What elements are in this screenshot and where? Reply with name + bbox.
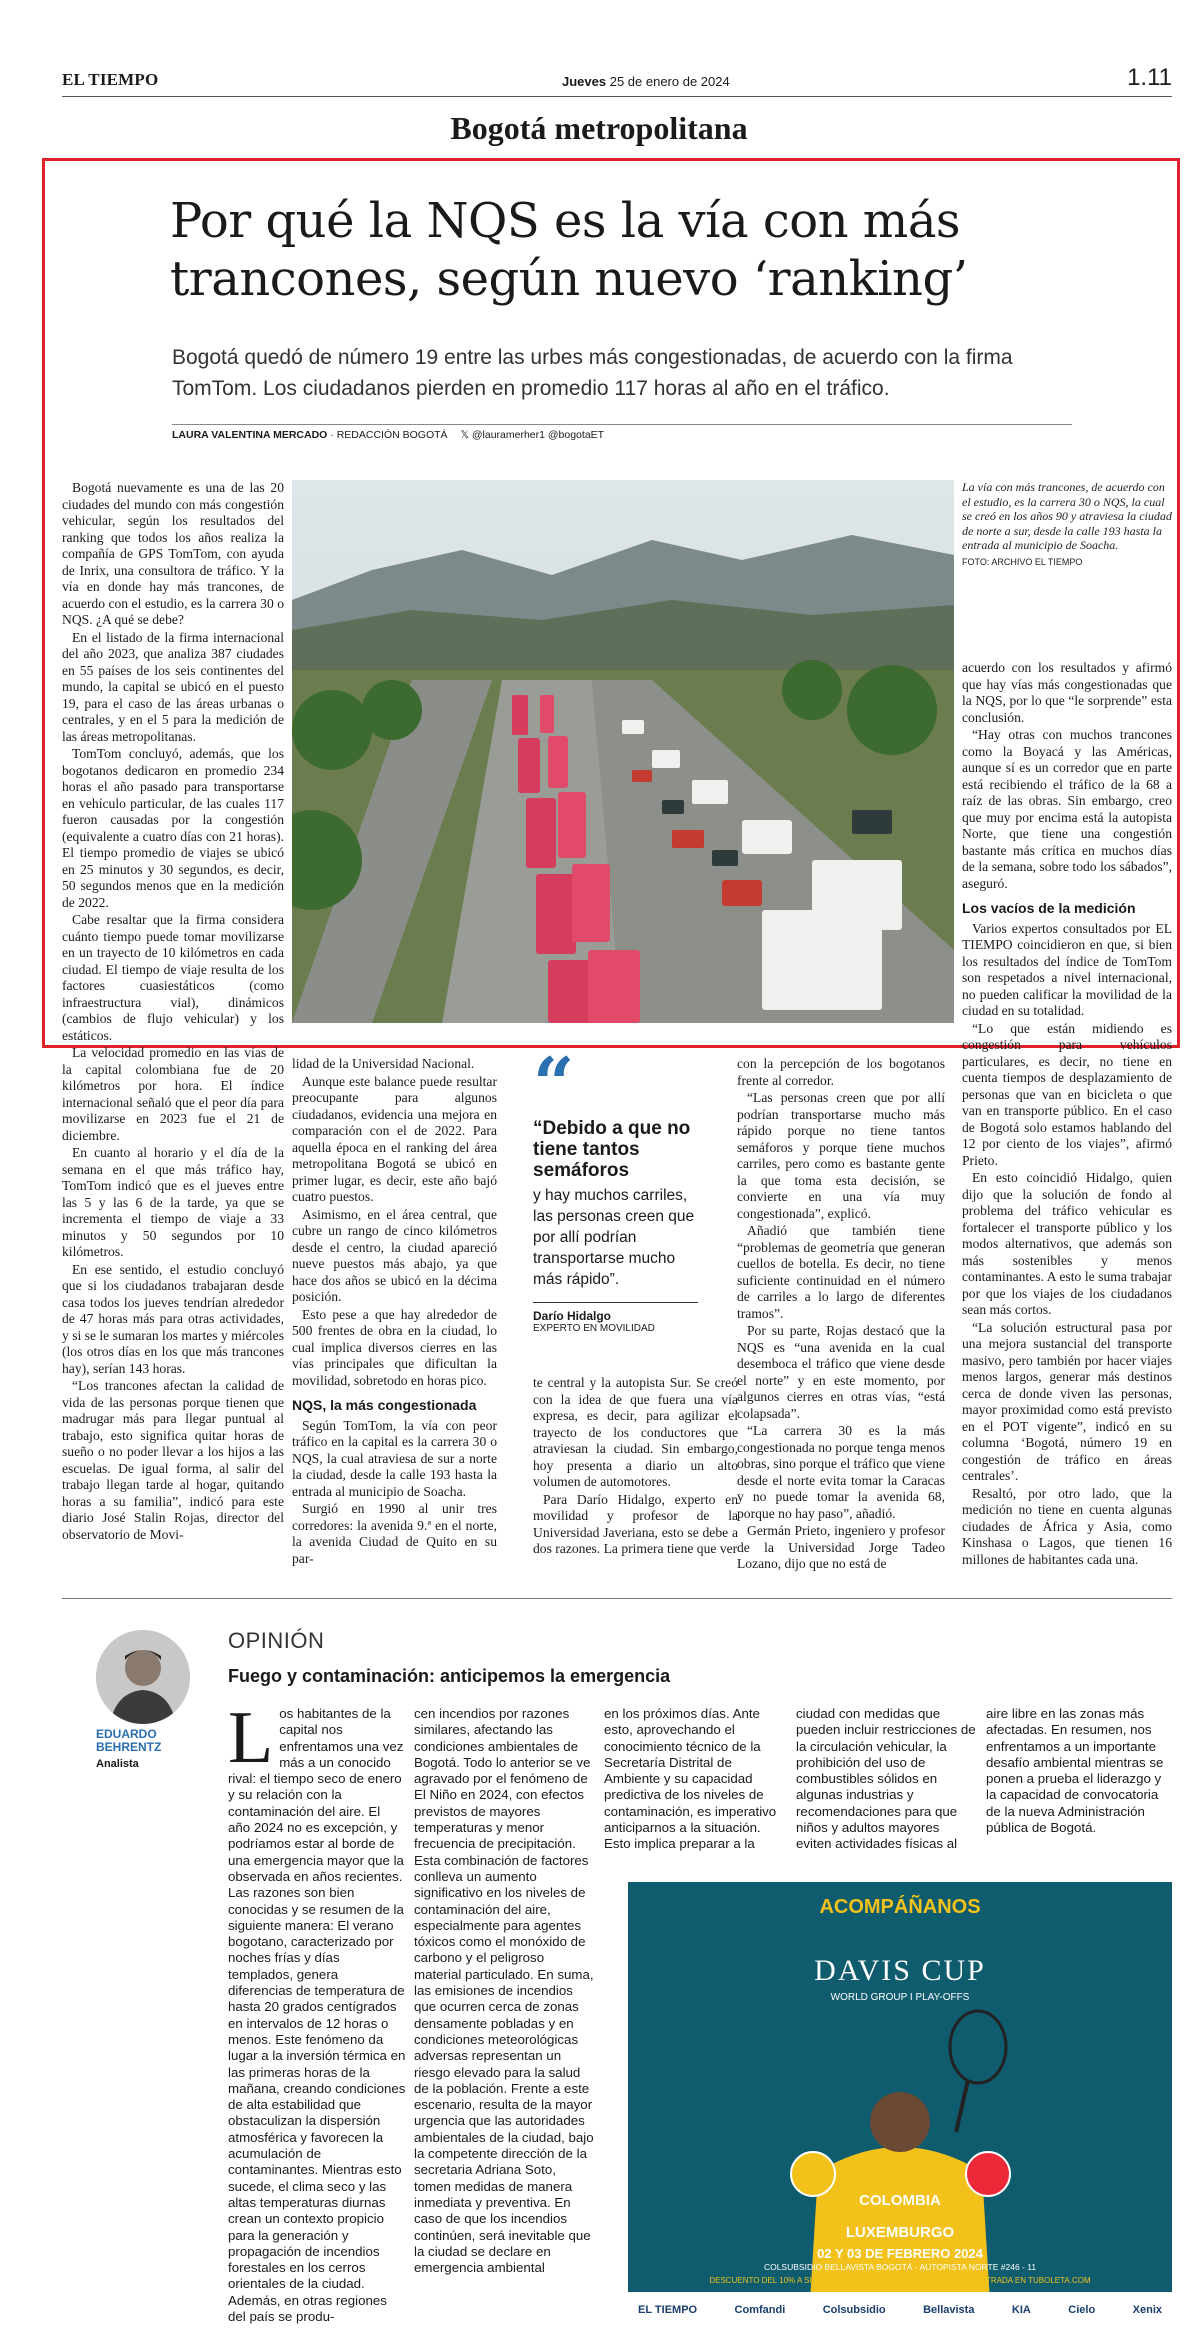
paragraph: Bogotá nuevamente es una de las 20 ciudades del mundo con más congestión vehicular, según los resultados del ranking que todos los años realiza la compañía de GPS TomTom, con ayuda de Inrix, una consultora de tráfico. Y la vía en donde hay más trancones, de acuerdo con el estudio, es la carrera 30 o NQS. ¿A qué se debe? bbox=[62, 480, 284, 627]
quote-mark-icon: “ bbox=[533, 1041, 575, 1126]
article-column-4 bbox=[737, 1056, 945, 1574]
paragraph: lidad de la Universidad Nacional. bbox=[292, 1056, 475, 1071]
paragraph: TomTom concluyó, además, que los bogotanos dedicaron en promedio 234 horas el año pasado para transportarse en vehículo particular, de las cuales 117 fueron causadas por la congestión (equivalente a cuatro días con 21 horas). El tiempo promedio de viajes se ubicó en 25 minutos y 30 segundos, es decir, 50 segundos menos que en la medición de 2022. bbox=[62, 746, 284, 910]
ad-tagline: ACOMPÁÑANOS bbox=[819, 1896, 981, 1918]
paragraph: ciudad con medidas que pueden incluir restricciones de la circulación vehicular, la prohibición del uso de combustibles sólidos en algunas industrias y recomendaciones para que niños y adultos mayores eviten actividades físicas al bbox=[796, 1706, 976, 1852]
masthead bbox=[62, 64, 1172, 94]
paragraph: en los próximos días. Ante esto, aprovechando el conocimiento técnico de la Secretaría Distrital de Ambiente y su capacidad predictiva de los niveles de contaminación, es imperativo anticiparnos a la situación. Esto implica preparar a la bbox=[604, 1706, 777, 1852]
paragraph: Añadió que también tiene “problemas de geometría que generan cuellos de botella. Es decir, no tiene suficiente continuidad en el número de carriles a lo largo de diferentes tramos”. bbox=[737, 1223, 945, 1321]
paragraph: con la percepción de los bogotanos frente al corredor. bbox=[737, 1056, 945, 1088]
paragraph: “La solución estructural pasa por una mejora sustancial del transporte masivo, pero también por hacer viajes menos largos, generar más destinos cerca de donde viven las personas, mayor proximidad como está previsto en el POT vigente”, indicó en su columna ‘Bogotá, número 19 en congestión de tráfico en áreas centrales’. bbox=[962, 1319, 1172, 1483]
section-title: Bogotá metropolitana bbox=[450, 110, 748, 146]
article-column-5 bbox=[962, 660, 1172, 1569]
paragraph: Cabe resaltar que la firma considera cuánto tiempo puede tomar movilizarse en un trayecto de 10 kilómetros en cada ciudad. El tiempo de viaje resulta de los factores cuasiestáticos (como infraestructura vial), dinámicos (cambios de flujo vehicular) y los estáticos. bbox=[62, 912, 284, 1043]
paragraph: En cuanto al horario y el día de la semana en el que más tráfico hay, TomTom indicó que es el jueves entre las 5 y las 6 de la tarde, ya que se incrementa el tiempo de viaje a 33 minutos y 50 segundos por 10 kilómetros. bbox=[62, 1145, 284, 1259]
paragraph: Varios expertos consultados por EL TIEMPO coincidieron en que, si bien los resultados del índice de TomTom son respetados a nivel internacional, no pueden calificar la movilidad de la ciudad en su totalidad. bbox=[962, 920, 1172, 1018]
ad-vs: VS bbox=[891, 2208, 909, 2223]
quote-author: Darío Hidalgo bbox=[533, 1302, 698, 1323]
sponsor-logo: Comfandi bbox=[734, 2304, 786, 2316]
sponsor-logo: EL TIEMPO bbox=[638, 2304, 698, 2316]
paragraph: Esto pese a que hay alrededor de 500 frentes de obra en la ciudad, lo cual implica diversos cierres en las vías principales que dificultan la movilidad, sobretodo en horas pico. bbox=[292, 1306, 497, 1388]
opinion-label: OPINIÓN bbox=[228, 1628, 325, 1653]
article-deck: Bogotá quedó de número 19 entre las urbes más congestionadas, de acuerdo con la firma TomTom. Los ciudadanos pierden en promedio 117 horas al año en el tráfico. bbox=[172, 346, 1013, 400]
paragraph: La velocidad promedio en las vías de la capital colombiana fue de 20 kilómetros por hora. El índice internacional señaló que el peor día para movilizarse en 2023 fue el 21 de diciembre. bbox=[62, 1045, 284, 1143]
paragraph: Asimismo, en el área central, que cubre un rango de cinco kilómetros desde el centro, la ciudad apareció nueve puestos más abajo, ya que hace dos años se ubicó en la décima posición. bbox=[292, 1206, 497, 1304]
sponsor-logo: Xenix bbox=[1132, 2304, 1162, 2316]
paragraph: Por su parte, Rojas destacó que la NQS es “una avenida en la cual desemboca el tráfico que viene desde el norte” y en este momento, por algunos cierres en otras vías, “está colapsada”. bbox=[737, 1323, 945, 1421]
ad-promo: DESCUENTO DEL 10% A SUSCRIPTORES EL TIEMPO - ADQUIERE TU ENTRADA EN TUBOLETA.COM bbox=[709, 2276, 1091, 2285]
paragraph: En esto coincidió Hidalgo, quien dijo que la solución de fondo al problema del tráfico vehicular es fortalecer el transporte público y los modos alternativos, que además son más sostenibles y menos contaminantes. A esto le suma trabajar por que los viajes de los ciudadanos sean más cortos. bbox=[962, 1170, 1172, 1317]
opinion-column-4 bbox=[796, 1706, 976, 1853]
issue-date: Jueves 25 de enero de 2024 bbox=[562, 74, 730, 89]
paragraph: Surgió en 1990 al unir tres corredores: la avenida 9.ª en el norte, la avenida Ciudad de Quito en su par- bbox=[292, 1501, 497, 1566]
sponsor-logo: Bellavista bbox=[923, 2304, 975, 2316]
byline-author: LAURA VALENTINA MERCADO bbox=[172, 429, 328, 441]
newspaper-logo: EL TIEMPO bbox=[62, 70, 159, 89]
opinion-author: EDUARDO BEHRENTZ bbox=[96, 1727, 162, 1754]
paragraph: “Hay otras con muchos trancones como la Boyacá y las Américas, aunque sí es un corredor que en parte está recibiendo el tráfico de la 68 a raíz de las obras. Sin embargo, creo que muy por encima está la autopista Norte, que tiene una congestión bastante más crítica en muchos días de la semana, sobre todo los sábados”, aseguró. bbox=[962, 727, 1172, 891]
quote-lead: “Debido a que no tiene tantos semáforos bbox=[533, 1118, 691, 1181]
paragraph: Para Darío Hidalgo, experto en movilidad y profesor de la Universidad Javeriana, esto se debe a dos razones. La primera tiene que ver bbox=[533, 1491, 738, 1556]
quote-role: EXPERTO EN MOVILIDAD bbox=[533, 1323, 655, 1334]
sponsor-logo: KIA bbox=[1011, 2304, 1031, 2316]
paragraph: “La carrera 30 es la más congestionada no porque tenga menos obras, sino porque el tráfico que viene desde el norte evita tomar la Caracas y no puede tomar la avenida 68, porque no hay paso”, añadió. bbox=[737, 1423, 945, 1521]
opinion-title: Fuego y contaminación: anticipemos la emergencia bbox=[228, 1666, 671, 1686]
page-number: 1.11 bbox=[1127, 64, 1172, 91]
drop-cap: L bbox=[228, 1697, 274, 1779]
paragraph: “Lo que están midiendo es congestión para vehículos particulares, es decir, no tiene en cuenta tiempos de desplazamiento de personas que van en bicicleta o que van en transporte público. En el caso de Bogotá solo estamos hablando del 12 por ciento de los viajes”, afirmó Prieto. bbox=[962, 1020, 1172, 1168]
section-divider bbox=[62, 1598, 1172, 1599]
ad-team-2: LUXEMBURGO bbox=[845, 2224, 955, 2241]
byline bbox=[172, 424, 1072, 441]
paragraph: Germán Prieto, ingeniero y profesor de la Universidad Jorge Tadeo Lozano, dijo que no está de bbox=[737, 1523, 945, 1571]
photo-caption bbox=[962, 480, 1172, 569]
paragraph: acuerdo con los resultados y afirmó que hay vías más congestionadas que la NQS, por lo que “le sorprende” esta conclusión. bbox=[962, 660, 1172, 725]
opinion-column-3 bbox=[604, 1706, 784, 1853]
ad-subtitle: WORLD GROUP I PLAY-OFFS bbox=[830, 1992, 970, 2003]
paragraph: En el listado de la firma internacional del año 2023, que analiza 387 ciudades en 55 países de los seis continentes del mundo, la capital se ubicó en el puesto 19, para el caso de las áreas urbanas o centrales, y en el 5 para la medición de las áreas metropolitanas. bbox=[62, 629, 284, 744]
paragraph: aire libre en las zonas más afectadas. En resumen, nos enfrentamos a un importante desafío ambiental mientras se ponen a prueba el liderazgo y la capacidad de convocatoria de la nueva Administración pública de Bogotá. bbox=[986, 1706, 1164, 1836]
opinion-column-1 bbox=[228, 1697, 406, 2325]
paragraph: “Las personas creen que por allí podrían transportarse mucho más rápido porque no tiene tantos semáforos y porque tiene muchos carriles, pero como es bastante gente la que toma esta decisión, se convierte en una vía muy congestionada”, explicó. bbox=[737, 1090, 945, 1221]
paragraph: En ese sentido, el estudio concluyó que si los ciudadanos trabajaran desde casa todos los jueves tendrían alrededor de 47 horas más para otras actividades, y si se le sumaran los martes y miércoles (los otros días en los que más trancones hay), serían 143 horas. bbox=[62, 1261, 284, 1376]
subheading: Los vacíos de la medición bbox=[962, 900, 1136, 916]
paragraph: Según TomTom, la vía con peor tráfico en la capital es la carrera 30 o NQS, la cual atraviesa de sur a norte la ciudad, desde la calle 193 hasta la entrada al municipio de Soacha. bbox=[292, 1417, 497, 1499]
opinion-column-2 bbox=[414, 1706, 594, 2276]
article-column-1 bbox=[62, 480, 284, 1544]
subheading: NQS, la más congestionada bbox=[292, 1397, 477, 1413]
byline-desk: · REDACCIÓN BOGOTÁ bbox=[330, 429, 448, 441]
paragraph: Aunque este balance puede resultar preocupante para algunos ciudadanos, evidencia una mejora en comparación con el de 2022. Para aquella época en el ranking del área metropolitana Bogotá se ubicó en primer lugar, es decir, este año bajó cuatro puestos. bbox=[292, 1073, 497, 1204]
ad-dates: 02 Y 03 DE FEBRERO 2024 bbox=[817, 2246, 983, 2261]
pull-quote bbox=[533, 1041, 698, 1334]
article-headline: Por qué la NQS es la vía con más trancones, según nuevo ‘ranking’ bbox=[170, 193, 968, 307]
caption-text: La vía con más trancones, de acuerdo con el estudio, es la carrera 30 o NQS, la cual se creó en los años 90 y atraviesa la ciudad de norte a sur, desde la calle 193 hasta la entrada al municipio de Soacha. bbox=[962, 480, 1172, 552]
paragraph: Resaltó, por otro lado, que la medición no tiene en cuenta algunas ciudades de África y Asia, como Kinshasa o Lagos, que tienen 16 millones de habitantes cada una. bbox=[962, 1485, 1172, 1567]
masthead-rule bbox=[62, 96, 1172, 97]
quote-body: y hay muchos carriles, las personas creen que por allí podrían transportarse mucho más rápido”. bbox=[533, 1187, 695, 1288]
opinion-column-5 bbox=[986, 1706, 1172, 1836]
opinion-author-role: Analista bbox=[96, 1758, 139, 1770]
traffic-photo bbox=[292, 480, 954, 1023]
paragraph: os habitantes de la capital nos enfrentamos una vez más a un conocido rival: el tiempo seco de enero y su relación con la contaminación del aire. El año 2024 no es excepción, y podríamos estar al borde de una emergencia mayor que la observada en años recientes. Las razones son bien conocidas y se resumen de la siguiente manera: El verano bogotano, caracterizado por noches frías y días templados, genera diferencias de temperatura de hasta 20 grados centígrados en intervalos de 12 horas o menos. Este fenómeno da lugar a la inversión térmica en las primeras horas de la mañana, creando condiciones de alta estabilidad que obstaculizan la dispersión atmosférica y favorecen la acumulación de contaminantes. Mientras esto sucede, el clima seco y las altas temperaturas diurnas crean un contexto propicio para la generación y propagación de incendios forestales en los cerros orientales de la ciudad. Además, en otras regiones del país se produ- bbox=[228, 1706, 406, 2324]
photo-credit: FOTO: ARCHIVO EL TIEMPO bbox=[962, 556, 1083, 567]
davis-cup-advertisement bbox=[628, 1882, 1172, 2334]
paragraph: “Los trancones afectan la calidad de vida de las personas porque tienen que madrugar más para llegar puntual al trabajo, esto significa quitar horas de sueño o no poder llevar a los hijos a las escuelas. De igual forma, al salir del trabajo llegan tarde al hogar, quitando horas a su familia”, indicó para este diario José Stalin Rojas, director del observatorio de Movi- bbox=[62, 1378, 284, 1542]
ad-brand: DAVIS CUP bbox=[814, 1954, 986, 1987]
sponsor-logo: Cielo bbox=[1068, 2304, 1096, 2316]
sponsor-logo: Colsubsidio bbox=[822, 2304, 886, 2316]
ad-team-1: COLOMBIA bbox=[859, 2192, 941, 2209]
article-column-3 bbox=[533, 1375, 738, 1559]
byline-social: 𝕏 @lauramerher1 @bogotaET bbox=[460, 429, 605, 441]
ad-venue: COLSUBSIDIO BELLAVISTA BOGOTÁ - AUTOPISTA NORTE #246 - 11 bbox=[763, 2262, 1037, 2272]
paragraph: cen incendios por razones similares, afectando las condiciones ambientales de Bogotá. Todo lo anterior se ve agravado por el fenómeno de El Niño en 2024, con efectos previstos de mayores temperaturas y menor frecuencia de precipitación. Esta combinación de factores conlleva un aumento significativo en los niveles de contaminación del aire, especialmente para agentes tóxicos como el monóxido de carbono y el peligroso material particulado. En suma, las emisiones de incendios que ocurren cerca de zonas densamente pobladas y en condiciones meteorológicas adversas representan un riesgo elevado para la salud de la población. Frente a este escenario, resulta de la mayor urgencia que las autoridades ambientales de la ciudad, bajo la competente dirección de la secretaria Adriana Soto, tomen medidas de manera inmediata y preventiva. En caso de que los incendios continúen, será inevitable que la ciudad se declare en emergencia ambiental bbox=[414, 1706, 594, 2276]
paragraph: te central y la autopista Sur. Se creó con la idea de que fuera una vía expresa, es decir, para agilizar el trayecto de los conductores que atraviesan la ciudad. Sin embargo, hoy presenta a diario un alto volumen de automotores. bbox=[533, 1375, 738, 1489]
ad-sponsor-row bbox=[638, 2304, 1162, 2316]
article-column-2 bbox=[292, 1056, 497, 1568]
author-avatar bbox=[96, 1630, 190, 1724]
